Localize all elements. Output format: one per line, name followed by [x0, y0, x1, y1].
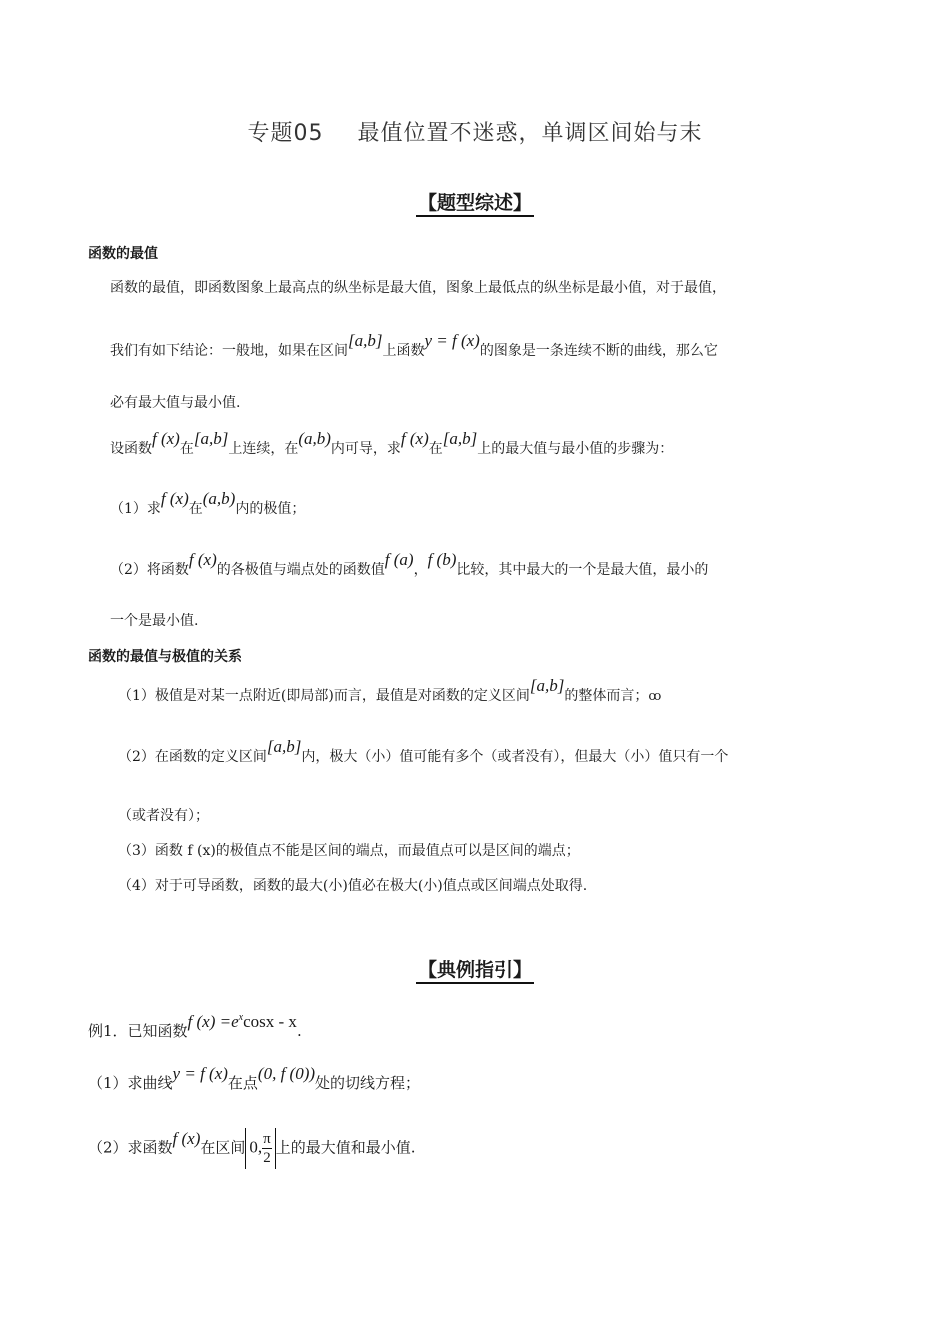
math-interval-closed: [a,b] [348, 331, 383, 350]
math-interval-closed: [a,b] [442, 429, 478, 448]
math-fx-definition: f $(x) =e^x\cos x - x$ [187, 1012, 297, 1031]
topic-subtitle: 最值位置不迷惑，单调区间始与末 [357, 121, 703, 146]
math-fx: f (x) [172, 1128, 201, 1148]
paragraph-line: 设函数f (x)在[a,b]上连续，在(a,b)内可导，求f (x)在[a,b]上的最大值与最小值的步骤为： [110, 429, 674, 457]
paragraph-line: 我们有如下结论：一般地，如果在区间[a,b]上函数y = f (x)的图象是一条连续不断的曲线，那么它 [110, 331, 718, 359]
math-interval-closed: [a,b] [529, 676, 565, 695]
section-heading-overview: 【题型综述】 [0, 188, 950, 215]
math-interval-open: (a,b) [298, 429, 331, 448]
relation-3: （3）函数 f (x)的极值点不能是区间的端点，而最值点可以是区间的端点； [118, 843, 580, 859]
paragraph-line: 一个是最小值. [110, 613, 199, 629]
math-fx: f (x) [188, 550, 217, 569]
subheading-extrema: 函数的最值 [88, 246, 158, 262]
relation-1: （1）极值是对某一点附近(即局部)而言，最值是对函数的定义区间[a,b]的整体而言；ꝏ [118, 676, 662, 704]
question-1: （1）求曲线y = f (x)在点(0, f (0))处的切线方程； [88, 1064, 421, 1092]
relation-2: （2）在函数的定义区间[a,b]内，极大（小）值可能有多个（或者没有），但最大（小）值只有一个 [118, 737, 729, 765]
math-fx: f (x) [400, 429, 429, 448]
math-fa: f (a) [384, 550, 414, 569]
math-fx: f (x) [160, 489, 189, 508]
math-interval-closed: [a,b] [193, 429, 229, 448]
math-interval-open: (a,b) [202, 489, 236, 508]
step-1: （1）求f (x)在(a,b)内的极值； [110, 489, 306, 517]
question-2: （2）求函数f (x)在区间 0, $\frac{\pi}{2}$ 上的最大值和最小值. [88, 1128, 416, 1169]
paragraph-line: （或者没有）； [118, 808, 209, 824]
section-heading-examples: 【典例指引】 [0, 955, 950, 982]
page-title [0, 116, 950, 147]
math-y-eq-fx: y = f (x) [172, 1064, 228, 1083]
paragraph-line: 函数的最值，即函数图象上最高点的纵坐标是最大值，图象上最低点的纵坐标是最小值，对于最值， [110, 280, 726, 296]
paragraph-line: 必有最大值与最小值. [110, 395, 241, 411]
math-y-eq-fx: y = f (x) [424, 331, 480, 350]
math-fb: f (b) [427, 550, 457, 569]
math-fx: f (x) [152, 429, 180, 448]
math-interval-0-pi-half: 0, $\frac{\pi}{2}$ [245, 1128, 275, 1169]
math-interval-closed: [a,b] [266, 737, 302, 756]
example-1: 例1．已知函数f $(x) =e^x\cos x - x$. [88, 1012, 302, 1040]
relation-4: （4）对于可导函数，函数的最大(小)值必在极大(小)值点或区间端点处取得. [118, 878, 588, 894]
subheading-relation: 函数的最值与极值的关系 [88, 649, 242, 665]
step-2: （2）将函数f (x)的各极值与端点处的函数值f (a)，f (b)比较，其中最大的一个是最大值，最小的 [110, 550, 709, 578]
math-point: (0, f (0)) [257, 1064, 316, 1083]
topic-number: 专题05 [247, 121, 324, 146]
swirl-mark-icon: ꝏ [648, 689, 662, 704]
